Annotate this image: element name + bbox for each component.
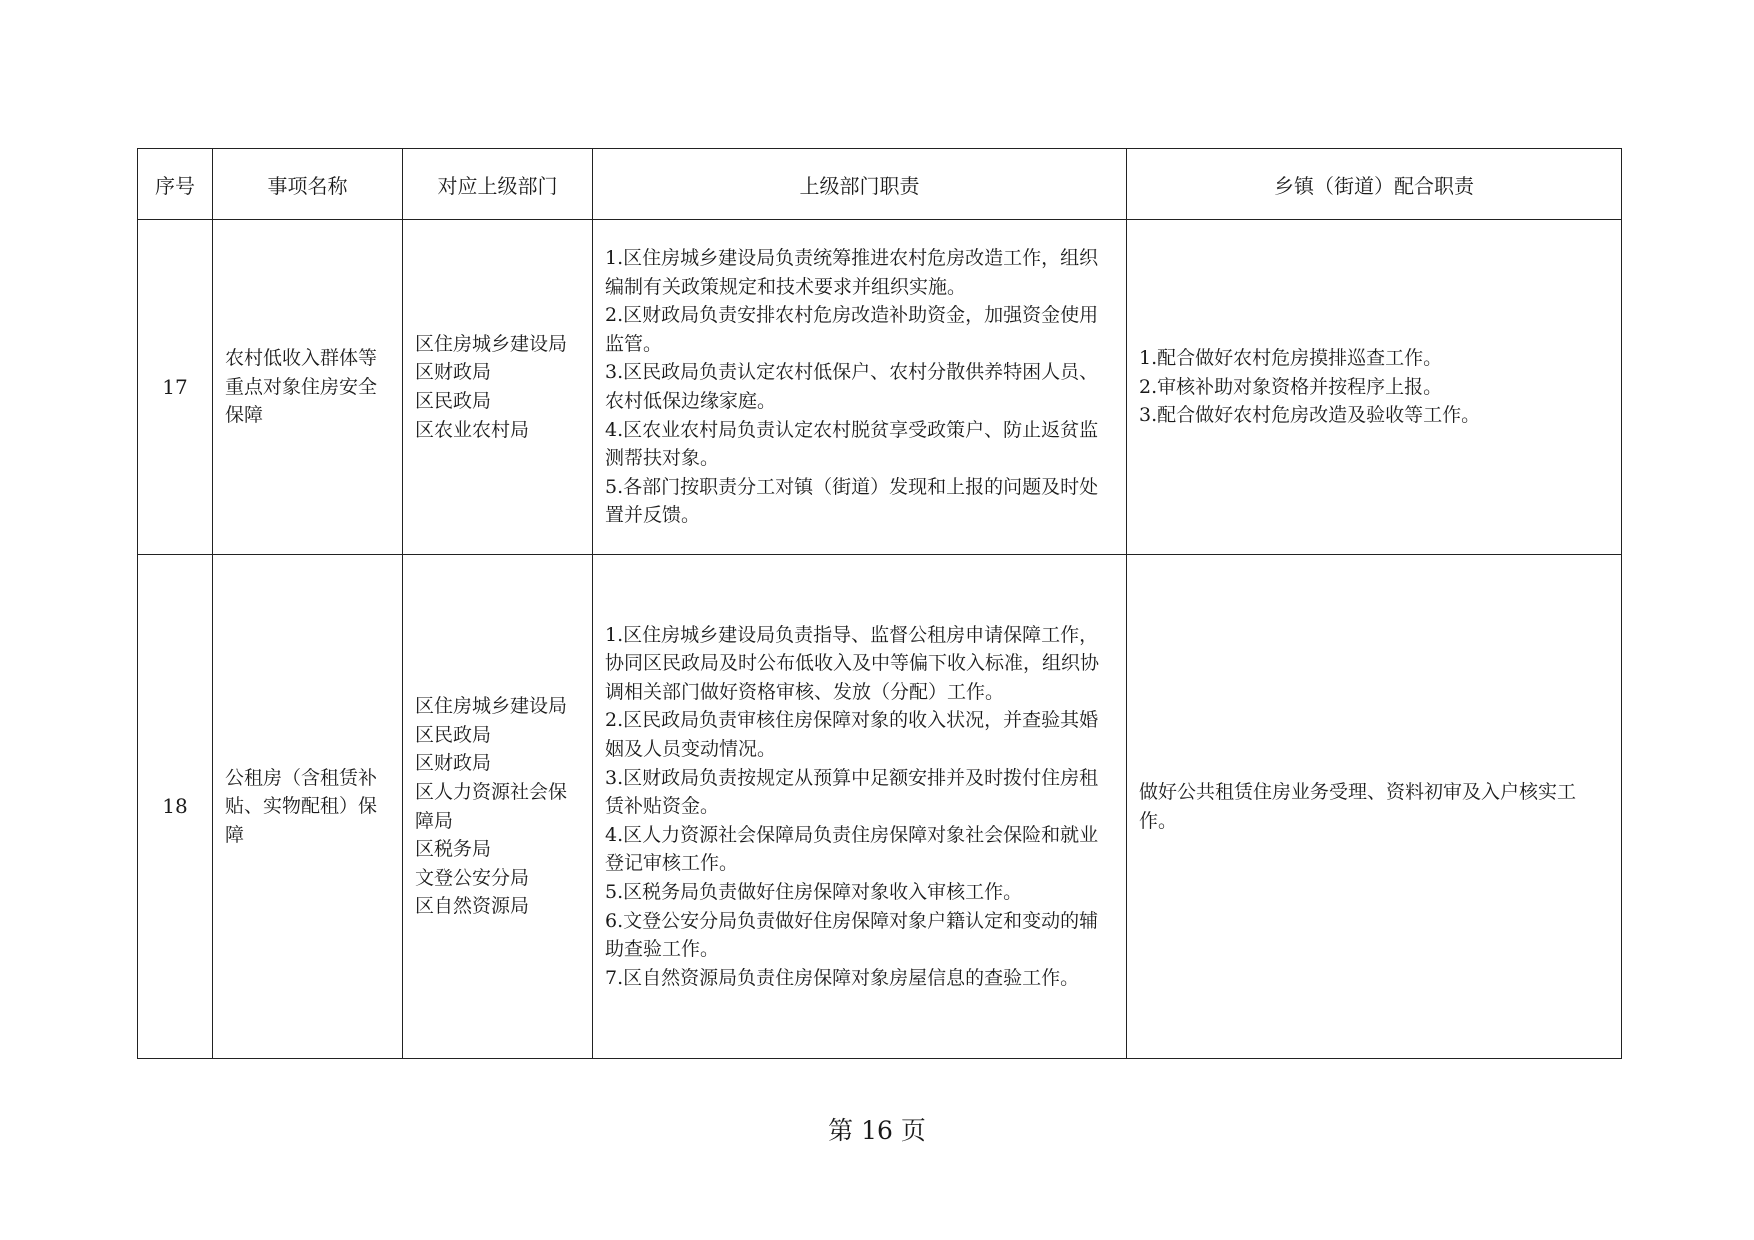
duty-item: 3.区财政局负责按规定从预算中足额安排并及时拨付住房租赁补贴资金。 [605,766,1099,818]
duty-item: 3.区民政局负责认定农村低保户、农村分散供养特困人员、农村低保边缘家庭。 [605,361,1099,412]
department-line: 区住房城乡建设局 [415,695,568,718]
department-line: 区财政局 [415,752,492,775]
duty-item: 4.区农业农村局负责认定农村脱贫享受政策户、防止返贫监测帮扶对象。 [605,418,1099,470]
department-line: 区民政局 [415,723,492,746]
township-duty-item: 做好公共租赁住房业务受理、资料初审及入户核实工作。 [1139,780,1577,832]
header-township-duties: 乡镇（街道）配合职责 [1127,149,1622,220]
duty-item: 2.区财政局负责安排农村危房改造补助资金，加强资金使用监管。 [605,304,1099,355]
duty-item: 4.区人力资源社会保障局负责住房保障对象社会保险和就业登记审核工作。 [605,823,1099,875]
township-duty-item: 2.审核补助对象资格并按程序上报。 [1139,375,1443,398]
row-duties [593,555,1127,1059]
row-item-name: 公租房（含租赁补贴、实物配租）保障 [213,555,403,1059]
department-line: 区人力资源社会保障局 [415,780,568,832]
responsibility-table [137,148,1622,1059]
row-seq: 17 [138,220,213,555]
duty-item: 2.区民政局负责审核住房保障对象的收入状况，并查验其婚姻及人员变动情况。 [605,709,1099,761]
header-item-name: 事项名称 [213,149,403,220]
department-line: 文登公安分局 [415,866,530,889]
department-line: 区税务局 [415,838,492,861]
row-item-name: 农村低收入群体等重点对象住房安全保障 [213,220,403,555]
department-line: 区住房城乡建设局 [415,332,568,355]
row-duties [593,220,1127,555]
row-departments [403,220,593,555]
row-township-duties [1127,555,1622,1059]
duty-item: 7.区自然资源局负责住房保障对象房屋信息的查验工作。 [605,966,1080,989]
duty-item: 1.区住房城乡建设局负责统筹推进农村危房改造工作，组织编制有关政策规定和技术要求并组织实施。 [605,247,1099,298]
department-line: 区自然资源局 [415,895,530,918]
department-line: 区农业农村局 [415,418,530,441]
header-seq: 序号 [138,149,213,220]
header-duties: 上级部门职责 [593,149,1127,220]
row-township-duties [1127,220,1622,555]
township-duty-item: 3.配合做好农村危房改造及验收等工作。 [1139,404,1481,427]
duty-item: 5.区税务局负责做好住房保障对象收入审核工作。 [605,880,1023,903]
row-seq: 18 [138,555,213,1059]
page-number: 第 16 页 [828,1116,926,1145]
row-departments [403,555,593,1059]
header-departments: 对应上级部门 [403,149,593,220]
duty-item: 1.区住房城乡建设局负责指导、监督公租房申请保障工作，协同区民政局及时公布低收入及中等偏下收入标准，组织协调相关部门做好资格审核、发放（分配）工作。 [605,623,1100,703]
table-row [138,555,1622,1059]
table-row [138,220,1622,555]
department-line: 区民政局 [415,390,492,412]
table-header-row [138,149,1622,220]
duty-item: 5.各部门按职责分工对镇（街道）发现和上报的问题及时处置并反馈。 [605,475,1099,527]
township-duty-item: 1.配合做好农村危房摸排巡查工作。 [1139,347,1443,370]
duty-item: 6.文登公安分局负责做好住房保障对象户籍认定和变动的辅助查验工作。 [605,909,1099,961]
department-line: 区财政局 [415,361,492,384]
